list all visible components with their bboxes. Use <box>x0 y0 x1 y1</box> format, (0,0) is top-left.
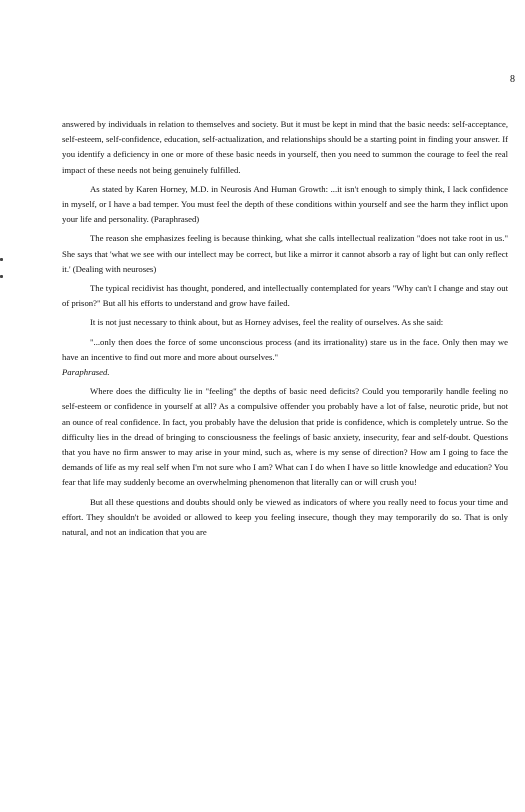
paragraph-4: The typical recidivist has thought, pondered, and intellectually contemplated for years "Why can't I change and stay out of prison?" But all his efforts to understand and grow have failed. <box>62 283 508 309</box>
paragraph-6: Where does the difficulty lie in "feeling" the depths of basic need deficits? Could you temporarily handle feeling no self-esteem or confidence in yourself at all? As a compulsive offender you probably have a lot of false, neurotic pride, but not an ounce of real confidence. In fact, you probably have the delusion that pride is confidence, which is completely untrue. So the difficulty lies in the dread of bringing to consciousness the feelings of basic anxiety, insecurity, fear and self-doubt. Questions that you have no firm answer to may arise in your mind, such as, where is my sense of direction? How am I going to face the demands of life as my real self when I'm not sure who I am? What can I do when I have so little knowledge and education? You fear that life may suddenly become an overwhelming phenomenon that literally can or will crush you! <box>62 386 508 488</box>
body-text <box>62 117 508 540</box>
paragraph-3: The reason she emphasizes feeling is because thinking, what she calls intellectual realization "does not take root in us." She says that 'what we see with our intellect may be correct, but like a mirror it cannot absorb a ray of light but can only reflect it.' (Dealing with neuroses) <box>62 233 508 274</box>
margin-mark <box>0 258 3 261</box>
paragraph-5: It is not just necessary to think about, but as Horney advises, feel the reality of ourselves. As she said: <box>90 317 444 328</box>
margin-mark <box>0 275 3 278</box>
paragraph-7: But all these questions and doubts should only be viewed as indicators of where you really need to focus your time and effort. They shouldn't be avoided or allowed to keep you feeling insecure, though they may temporarily do so. That is only natural, and not an indication that you are <box>62 496 508 538</box>
quote-attribution: Paraphrased. <box>62 367 110 378</box>
paragraph-1: answered by individuals in relation to themselves and society. But it must be kept in mind that the basic needs: self-acceptance, self-esteem, self-confidence, education, self-actualization, and relationships should be a starting point in finding your answer. If you identify a deficiency in one or more of these basic needs in yourself, then you need to summon the courage to feel the real impact of these needs not being genuinely fulfilled. <box>62 119 508 175</box>
page-number: 8 <box>510 74 515 85</box>
block-quote: "...only then does the force of some unconscious process (and its irrationality) stare us in the face. Only then may we have an incentive to find out more and more about ourselves." <box>62 336 508 362</box>
paragraph-2: As stated by Karen Horney, M.D. in Neurosis And Human Growth: ...it isn't enough to simply think, I lack confidence in myself, or I have a bad temper. You must feel the depth of these conditions within yourself and see the harm they inflict upon your life and personality. (Paraphrased) <box>62 183 508 225</box>
